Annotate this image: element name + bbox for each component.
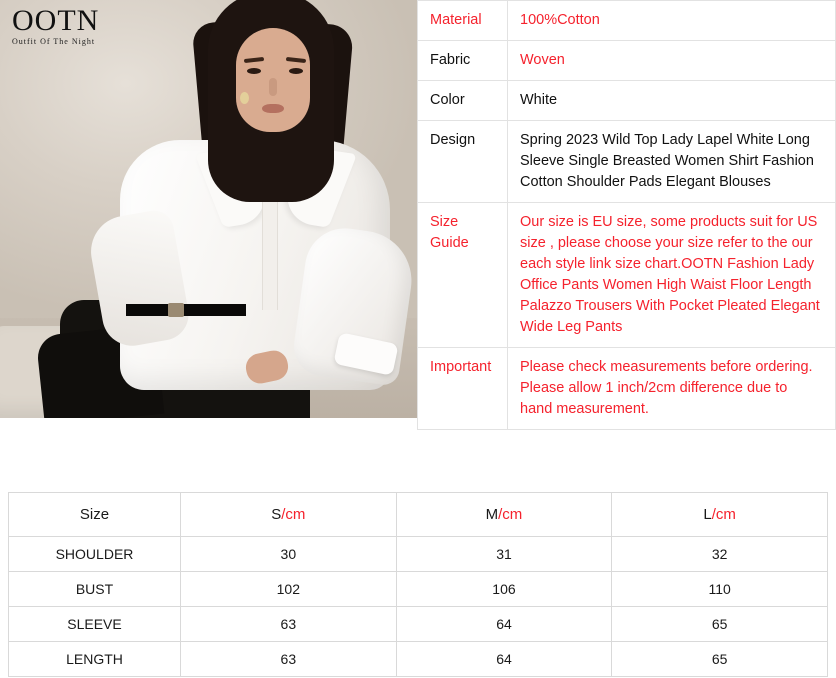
header-unit: /cm <box>498 506 523 523</box>
measure-bust-m: 106 <box>396 572 612 607</box>
measure-label-bust: BUST <box>9 572 181 607</box>
header-label: S <box>271 506 282 523</box>
spec-value-design: Spring 2023 Wild Top Lady Lapel White Long Sleeve Single Breasted Women Shirt Fashion Cotton Shoulder Pads Elegant Blouses <box>508 121 836 203</box>
spec-key-fabric: Fabric <box>418 41 508 81</box>
spec-value-size-guide: Our size is EU size, some products suit for US size , please choose your size refer to the our each style link size chart.OOTN Fashion Lady Office Pants Women High Waist Floor Length Palazzo Trousers With Pocket Pleated Elegant Wide Leg Pants <box>508 203 836 348</box>
measure-label-sleeve: SLEEVE <box>9 607 181 642</box>
measure-length-m: 64 <box>396 642 612 677</box>
spec-key-important: Important <box>418 348 508 430</box>
brand-logo <box>12 6 99 46</box>
model-eye-left <box>247 68 261 74</box>
size-chart-header-m <box>396 493 612 537</box>
size-chart-header-l <box>612 493 828 537</box>
table-row <box>9 572 828 607</box>
table-row <box>418 121 836 203</box>
measure-label-shoulder: SHOULDER <box>9 537 181 572</box>
model-earring <box>240 92 249 104</box>
model-nose <box>269 78 277 96</box>
spec-key-material: Material <box>418 1 508 41</box>
brand-logo-tagline: Outfit Of The Night <box>12 37 96 46</box>
measure-sleeve-m: 64 <box>396 607 612 642</box>
product-spec-table <box>417 0 836 430</box>
header-unit: /cm <box>281 506 306 523</box>
header-label: Size <box>79 506 110 523</box>
size-chart-header-s <box>181 493 397 537</box>
brand-logo-name: OOTN <box>12 4 100 37</box>
spec-key-color: Color <box>418 81 508 121</box>
measure-length-l: 65 <box>612 642 828 677</box>
measure-sleeve-l: 65 <box>612 607 828 642</box>
measure-shoulder-s: 30 <box>181 537 397 572</box>
spec-key-size-guide: Size Guide <box>418 203 508 348</box>
spec-value-color: White <box>508 81 836 121</box>
spec-value-fabric: Woven <box>508 41 836 81</box>
measure-label-length: LENGTH <box>9 642 181 677</box>
measure-sleeve-s: 63 <box>181 607 397 642</box>
model-lips <box>262 104 284 113</box>
measure-bust-s: 102 <box>181 572 397 607</box>
table-row <box>418 348 836 430</box>
table-row <box>418 1 836 41</box>
table-row <box>9 642 828 677</box>
product-photo <box>0 0 417 418</box>
header-unit: /cm <box>711 506 736 523</box>
spec-key-design: Design <box>418 121 508 203</box>
header-label: M <box>485 506 499 523</box>
measure-bust-l: 110 <box>612 572 828 607</box>
measure-shoulder-l: 32 <box>612 537 828 572</box>
size-chart-table <box>8 492 828 677</box>
table-row <box>9 607 828 642</box>
table-row <box>418 41 836 81</box>
header-label: L <box>703 506 712 523</box>
size-chart-header-row <box>9 493 828 537</box>
table-row <box>418 81 836 121</box>
spec-value-material: 100%Cotton <box>508 1 836 41</box>
table-row <box>9 537 828 572</box>
measure-length-s: 63 <box>181 642 397 677</box>
model-belt <box>126 304 246 316</box>
spec-value-important: Please check measurements before ordering. Please allow 1 inch/2cm difference due to hand measurement. <box>508 348 836 430</box>
model-belt-buckle <box>168 303 184 317</box>
measure-shoulder-m: 31 <box>396 537 612 572</box>
size-chart-header-size <box>9 493 181 537</box>
table-row <box>418 203 836 348</box>
model-eye-right <box>289 68 303 74</box>
